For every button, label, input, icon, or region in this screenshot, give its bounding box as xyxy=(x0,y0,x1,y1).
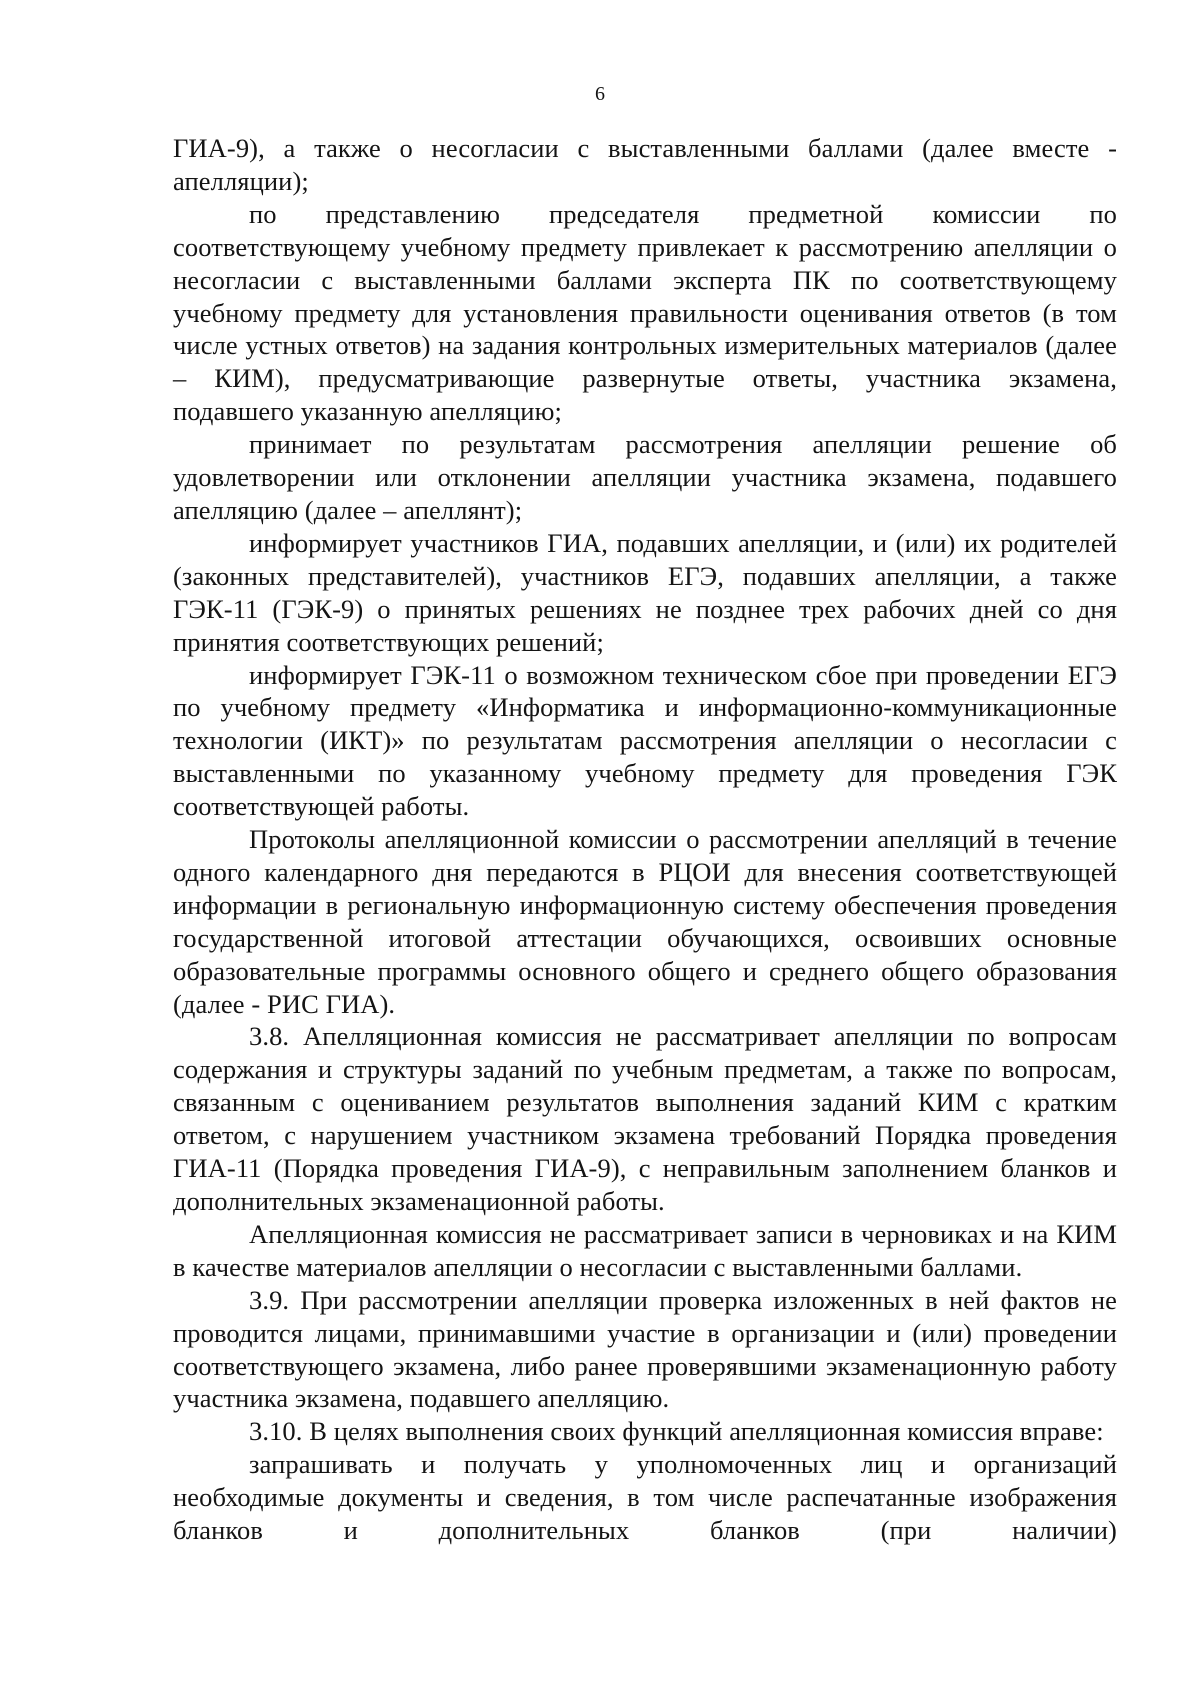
paragraph-drafts-not-considered: Апелляционная комиссия не рассматривает записи в черновиках и на КИМ в качестве материалов апелляции о несогласии с выставленными баллами. xyxy=(173,1218,1117,1282)
paragraph-section-3-10: 3.10. В целях выполнения своих функций апелляционная комиссия вправе: xyxy=(249,1416,1104,1447)
paragraph-technical-failure: информирует ГЭК-11 о возможном техническом сбое при проведении ЕГЭ по учебному предмету «Информатика и информационно-коммуникационные технологии (ИКТ)» по результатам рассмотрения апелляции о несогласии с выставленными по указанному учебному предмету для проведения ГЭК соответствующей работы. xyxy=(173,659,1117,822)
paragraph-section-3-9: 3.9. При рассмотрении апелляции проверка изложенных в ней фактов не проводится лицами, принимавшими участие в организации и (или) проведении соответствующего экзамена, либо ранее проверявшими экзаменационную работу участника экзамена, подавшего апелляцию. xyxy=(173,1284,1117,1414)
document-body xyxy=(173,132,1117,1547)
paragraph-decision: принимает по результатам рассмотрения апелляции решение об удовлетворении или отклонении апелляции участника экзамена, подавшего апелляцию (далее – апеллянт); xyxy=(173,429,1117,525)
paragraph-continuation: ГИА-9), а также о несогласии с выставленными баллами (далее вместе - апелляции); xyxy=(173,133,1117,196)
paragraph-expert-involvement: по представлению председателя предметной комиссии по соответствующему учебному предмету привлекает к рассмотрению апелляции о несогласии с выставленными баллами эксперта ПК по соответствующему учебному предмету для установления правильности оценивания ответов (в том числе устных ответов) на задания контрольных измерительных материалов (далее – КИМ), предусматривающие развернутые ответы, участника экзамена, подавшего указанную апелляцию; xyxy=(173,198,1117,427)
page-number: 6 xyxy=(595,83,605,105)
paragraph-protocols: Протоколы апелляционной комиссии о рассмотрении апелляций в течение одного календарного дня передаются в РЦОИ для внесения соответствующей информации в региональную информационную систему обеспечения проведения государственной итоговой аттестации обучающихся, освоивших основные образовательные программы основного общего и среднего общего образования (далее - РИС ГИА). xyxy=(173,824,1117,1019)
paragraph-informing-participants: информирует участников ГИА, подавших апелляции, и (или) их родителей (законных представителей), участников ЕГЭ, подавших апелляции, а также ГЭК-11 (ГЭК-9) о принятых решениях не позднее трех рабочих дней со дня принятия соответствующих решений; xyxy=(173,527,1117,657)
paragraph-section-3-8: 3.8. Апелляционная комиссия не рассматривает апелляции по вопросам содержания и структуры заданий по учебным предметам, а также по вопросам, связанным с оцениванием результатов выполнения заданий КИМ с кратким ответом, с нарушением участником экзамена требований Порядка проведения ГИА-11 (Порядка проведения ГИА-9), с неправильным заполнением бланков и дополнительных экзаменационной работы. xyxy=(173,1021,1117,1216)
paragraph-request-documents: запрашивать и получать у уполномоченных лиц и организаций необходимые документы и сведения, в том числе распечатанные изображения бланков и дополнительных бланков (при наличии) xyxy=(173,1449,1117,1546)
